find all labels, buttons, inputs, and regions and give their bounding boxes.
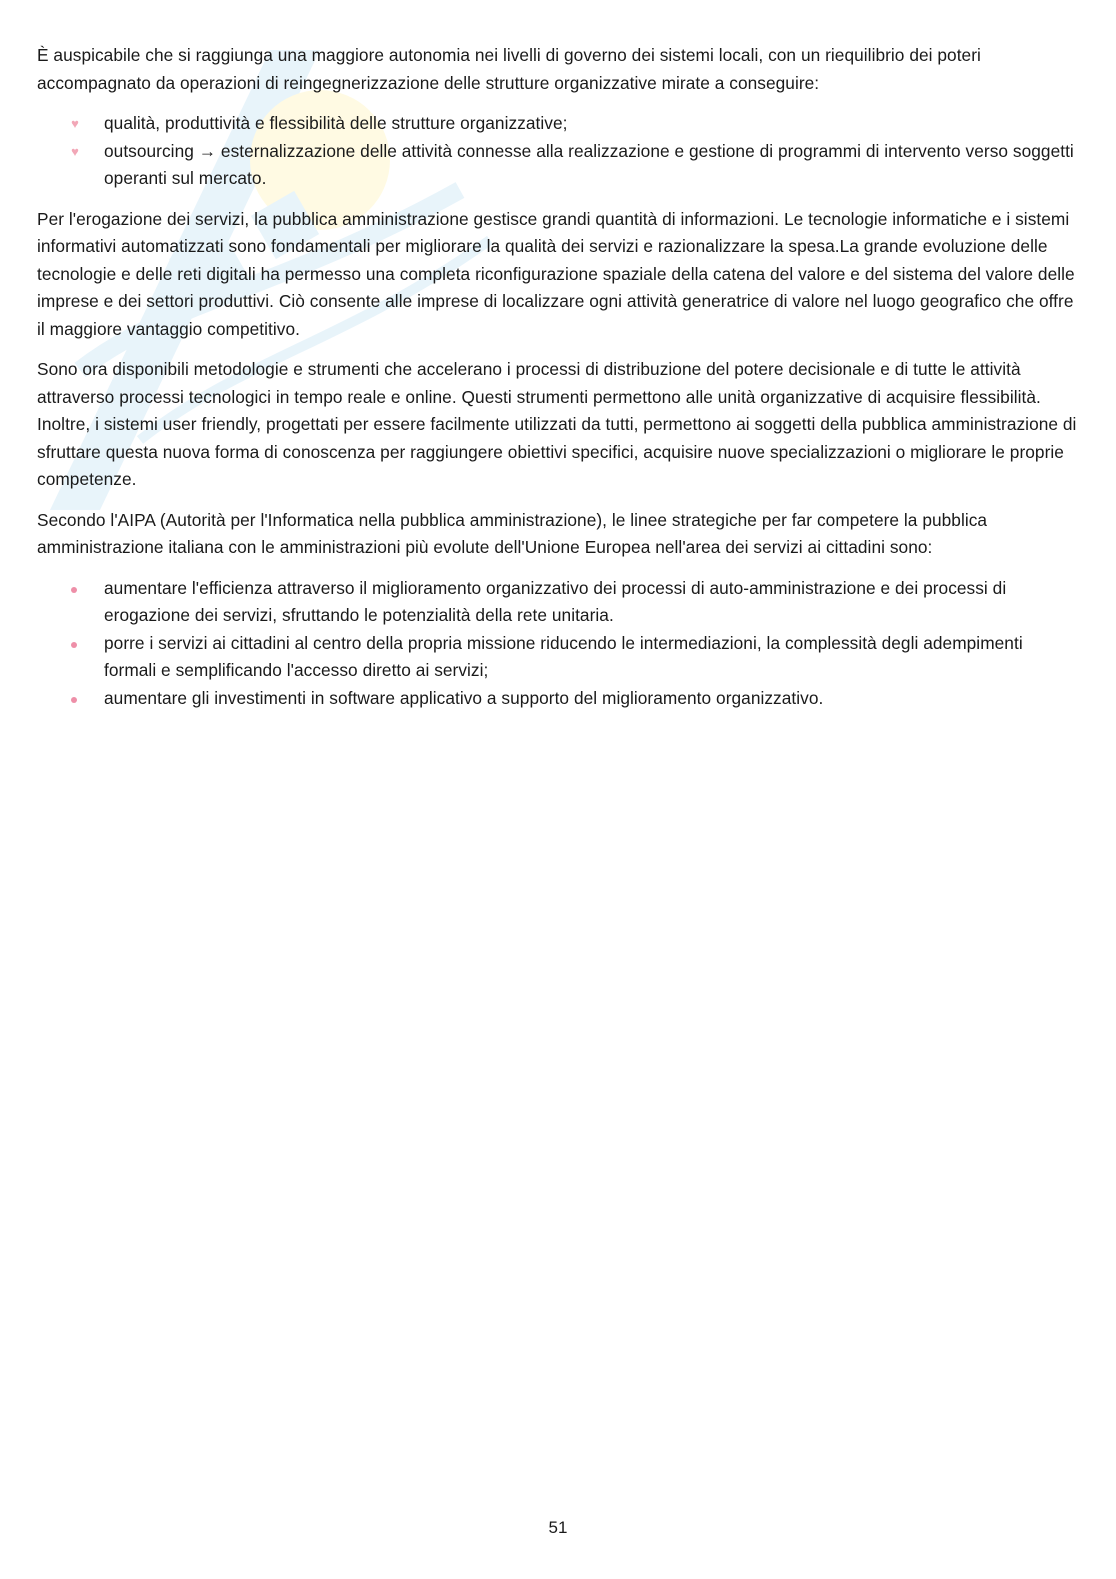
- paragraph-methodologies: Sono ora disponibili metodologie e strumenti che accelerano i processi di distribuzione del potere decisionale e di tutte le attività attraverso processi tecnologici in tempo reale e online. Questi strumenti permettono alle unità organizzative di acquisire flessibilità. Inoltre, i sistemi user friendly, progettati per essere facilmente utilizzati da tutti, permettono ai soggetti della pubblica amministrazione di sfruttare questa nuova forma di conoscenza per raggiungere obiettivi specifici, acquisire nuove specializzazioni o migliorare le proprie competenze.: [37, 359, 1077, 489]
- paragraph-services: Per l'erogazione dei servizi, la pubblica amministrazione gestisce grandi quantità di informazioni. Le tecnologie informatiche e i sistemi informativi automatizzati sono fondamentali per migliorare la qualità dei servizi e razionalizzare la spesa.La grande evoluzione delle tecnologie e delle reti digitali ha permesso una completa riconfigurazione spaziale della catena del valore e del sistema del valore delle imprese e dei settori produttivi. Ciò consente alle imprese di localizzare ogni attività generatrice di valore nel luogo geografico che offre il maggiore vantaggio competitivo.: [37, 208, 1075, 339]
- bullet-list-objectives: [37, 110, 1077, 193]
- document-body: [37, 42, 1077, 725]
- dot-icon: [71, 697, 77, 703]
- list-item: [37, 685, 1077, 713]
- list-item: [37, 630, 1077, 685]
- paragraph-aipa: Secondo l'AIPA (Autorità per l'Informatica nella pubblica amministrazione), le linee strategiche per far competere la pubblica amministrazione italiana con le amministrazioni più evolute dell'Unione Europea nell'area dei servizi ai cittadini sono:: [37, 509, 988, 557]
- list-item-text: aumentare gli investimenti in software applicativo a supporto del miglioramento organizzativo.: [104, 687, 824, 708]
- page-number: 51: [548, 1518, 568, 1537]
- list-item-text: porre i servizi ai cittadini al centro della propria missione riducendo le intermediazioni, la complessità degli adempimenti formali e semplificando l'accesso diretto ai servizi;: [104, 632, 1023, 680]
- list-item: [37, 575, 1077, 630]
- bullet-list-strategies: [37, 575, 1077, 713]
- list-item-text: outsourcing → esternalizzazione delle attività connesse alla realizzazione e gestione di programmi di intervento verso soggetti operanti sul mercato.: [104, 140, 1074, 188]
- list-item: [37, 138, 1077, 193]
- list-item-text: qualità, produttività e flessibilità delle strutture organizzative;: [104, 113, 568, 133]
- dot-icon: [71, 642, 77, 648]
- list-item-text: aumentare l'efficienza attraverso il miglioramento organizzativo dei processi di auto-amministrazione e dei processi di erogazione dei servizi, sfruttando le potenzialità della rete unitaria.: [104, 577, 1007, 625]
- heart-icon: ♥: [71, 116, 79, 131]
- paragraph-intro: È auspicabile che si raggiunga una maggiore autonomia nei livelli di governo dei sistemi locali, con un riequilibrio dei poteri accompagnato da operazioni di reingegnerizzazione delle strutture organizzative mirate a conseguire:: [37, 45, 981, 93]
- list-item: [37, 110, 1077, 138]
- heart-icon: ♥: [71, 143, 79, 159]
- dot-icon: [71, 587, 77, 593]
